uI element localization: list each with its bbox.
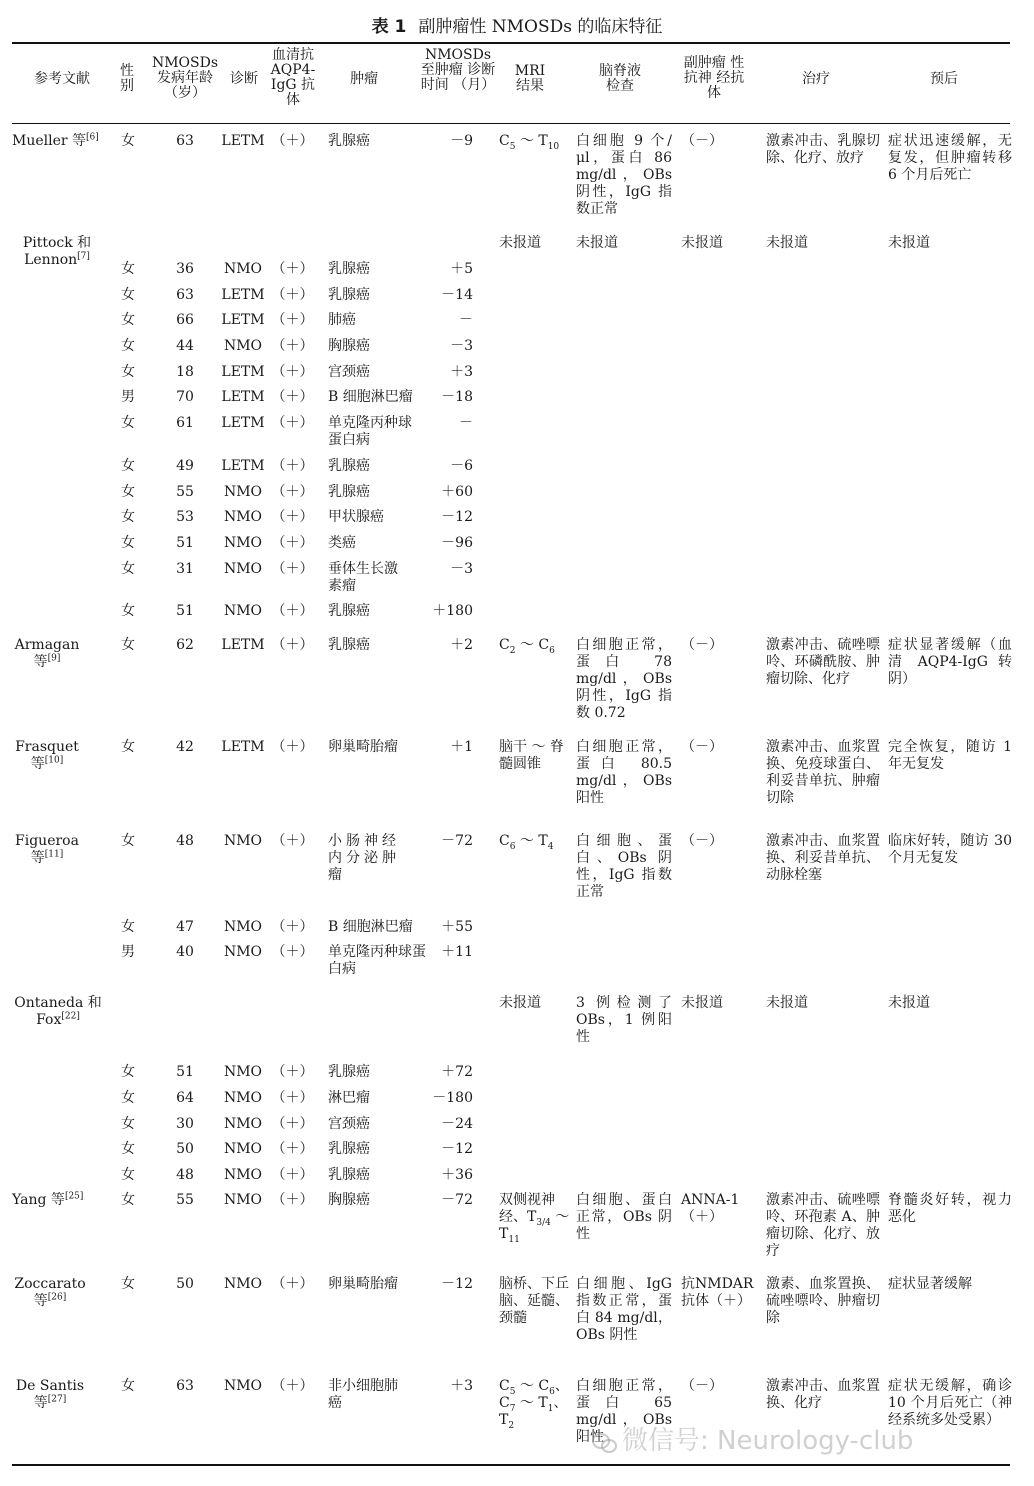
cell-time: －14 [441,287,473,303]
cell-diagnosis: NMO [223,561,263,577]
header-sex: 性别 [120,63,134,94]
cell-mri: 未报道 [499,235,541,251]
ref-zoccarato: Zoccarato 等[26] [14,1276,86,1309]
cell-time: ＋72 [441,1064,473,1080]
cell-treatment: 激素冲击、硫唑嘌呤、环磷酰胺、肿瘤切除、化疗 [766,637,880,687]
cell-antibody: （＋） [271,739,314,755]
cell-age: 48 [176,1167,194,1183]
cell-diagnosis: LETM [221,739,265,755]
cell-antibody: （＋） [271,338,314,354]
cell-csf: 白细胞、蛋白、OBs 阴性，IgG 指数正常 [576,833,672,900]
cell-age: 51 [176,603,194,619]
cell-mri: $C_2$ ～ $C_6$ [499,637,555,656]
cell-sex: 女 [121,415,135,431]
cell-time: ＋180 [432,603,473,619]
cell-paraneoplastic-antibody: 抗NMDAR 抗体（＋） [681,1276,754,1309]
cell-diagnosis: NMO [223,535,263,551]
cell-csf: 白细胞正常，蛋白 80.5 mg/dl，OBs 阳性 [576,739,672,806]
cell-antibody: （＋） [271,312,314,328]
wechat-icon [592,1431,618,1453]
cell-age: 61 [176,415,194,431]
header-mri: MRI 结果 [514,63,546,94]
cell-diagnosis: LETM [221,133,265,149]
cell-diagnosis: LETM [221,364,265,380]
cell-tumor: 单克隆丙种球蛋白病 [328,415,412,448]
cell-time: － [459,312,473,328]
cell-diagnosis: LETM [221,458,265,474]
cell-treatment: 激素冲击、血浆置换、免疫球蛋白、利妥昔单抗、肿瘤切除 [766,739,880,806]
cell-antibody: （＋） [271,1090,314,1106]
cell-antibody: （＋） [271,919,314,935]
cell-diagnosis: NMO [223,261,263,277]
cell-diagnosis: NMO [223,1141,263,1157]
cell-antibody: （＋） [271,1116,314,1132]
cell-tumor: 胸腺癌 [328,338,370,354]
cell-csf: 白细胞、蛋白正常，OBs 阴性 [576,1192,672,1242]
cell-antibody: （＋） [271,1064,314,1080]
cell-age: 63 [176,287,194,303]
cell-time: － [459,415,473,431]
cell-antibody: （＋） [271,1276,314,1292]
cell-csf: 白细胞 9 个/μl，蛋白 86 mg/dl，OBs 阴性，IgG 指数正常 [576,133,672,217]
cell-sex: 男 [121,944,135,960]
cell-age: 51 [176,535,194,551]
cell-sex: 女 [121,1090,135,1106]
cell-diagnosis: NMO [223,1167,263,1183]
cell-age: 55 [176,1192,194,1208]
cell-time: －9 [450,133,473,149]
cell-csf: 3 例检测了 OBs，1 例阳性 [576,995,672,1045]
cell-sex: 女 [121,1167,135,1183]
cell-time: －18 [441,389,473,405]
cell-tumor: 垂体生长激素瘤 [328,561,398,594]
cell-prognosis: 症状显著缓解（血清 AQP4-IgG 转阴） [888,637,1012,687]
ref-armagan: Armagan 等[9] [14,637,80,670]
cell-time: －72 [441,1192,473,1208]
cell-age: 53 [176,509,194,525]
cell-tumor: 乳腺癌 [328,261,370,277]
header-paraneoplastic: 副肿瘤 性抗神 经抗体 [683,55,745,101]
cell-sex: 男 [121,389,135,405]
cell-antibody: （＋） [271,535,314,551]
cell-age: 70 [176,389,194,405]
cell-age: 18 [176,364,194,380]
cell-time: －24 [441,1116,473,1132]
cell-antibody: （＋） [271,561,314,577]
cell-mri: $C_5$ ～ $C_6$、$C_7$ ～ $T_1$、$T_2$ [499,1378,569,1431]
cell-age: 31 [176,561,194,577]
cell-age: 42 [176,739,194,755]
cell-time: ＋36 [441,1167,473,1183]
cell-age: 44 [176,338,194,354]
cell-paraneoplastic-antibody: （－） [681,133,723,149]
cell-time: －12 [441,509,473,525]
cell-csf: 白细胞正常，蛋白 78 mg/dl，OBs 阴性，IgG 指数 0.72 [576,637,672,721]
header-time: NMOSDs 至肿瘤 诊断时间 （月） [420,47,496,93]
cell-antibody: （＋） [271,458,314,474]
cell-prognosis: 未报道 [888,995,930,1011]
cell-tumor: 乳腺癌 [328,637,370,653]
cell-sex: 女 [121,1276,135,1292]
cell-paraneoplastic-antibody: （－） [681,637,723,653]
cell-mri: 脑桥、下丘脑、延髓、颈髓 [499,1276,569,1326]
cell-age: 36 [176,261,194,277]
cell-tumor: 卵巢畸胎瘤 [328,739,398,755]
cell-treatment: 未报道 [766,235,808,251]
cell-time: －72 [441,833,473,849]
cell-paraneoplastic-antibody: ANNA-1（＋） [681,1192,740,1225]
cell-mri: $C_6$ ～ $T_4$ [499,833,554,852]
cell-age: 64 [176,1090,194,1106]
cell-treatment: 激素冲击、血浆置换、利妥昔单抗、动脉栓塞 [766,833,880,883]
cell-diagnosis: NMO [223,1064,263,1080]
cell-antibody: （＋） [271,389,314,405]
cell-tumor: 乳腺癌 [328,603,370,619]
cell-sex: 女 [121,261,135,277]
cell-diagnosis: NMO [223,1378,263,1394]
cell-sex: 女 [121,1141,135,1157]
ref-pittock: Pittock 和 Lennon[7] [22,235,92,268]
cell-antibody: （＋） [271,603,314,619]
cell-sex: 女 [121,484,135,500]
header-prognosis: 预后 [930,71,958,87]
ref-desantis: De Santis 等[27] [15,1378,85,1411]
ref-mueller: Mueller 等[6] [12,132,99,149]
cell-diagnosis: NMO [223,1276,263,1292]
cell-diagnosis: NMO [223,484,263,500]
header-rule [12,123,1010,124]
table-title [0,12,1034,37]
cell-time: －6 [450,458,473,474]
top-rule [12,42,1010,44]
cell-diagnosis: NMO [223,338,263,354]
cell-prognosis: 未报道 [888,235,930,251]
cell-treatment: 激素冲击、乳腺切除、化疗、放疗 [766,133,880,166]
cell-time: ＋60 [441,484,473,500]
cell-age: 62 [176,637,194,653]
cell-diagnosis: LETM [221,637,265,653]
cell-age: 49 [176,458,194,474]
table-label: 表 1 [371,17,407,37]
cell-diagnosis: LETM [221,415,265,431]
cell-tumor: 卵巢畸胎瘤 [328,1276,398,1292]
cell-age: 51 [176,1064,194,1080]
cell-mri: 未报道 [499,995,541,1011]
cell-diagnosis: LETM [221,389,265,405]
cell-tumor: B 细胞淋巴瘤 [328,389,413,405]
table-caption: 副肿瘤性 NMOSDs 的临床特征 [418,17,663,37]
cell-age: 30 [176,1116,194,1132]
cell-sex: 女 [121,637,135,653]
cell-sex: 女 [121,1064,135,1080]
cell-tumor: 单克隆丙种球蛋白病 [328,944,426,977]
cell-sex: 女 [121,287,135,303]
bottom-rule [12,1464,1010,1466]
cell-sex: 女 [121,509,135,525]
cell-time: ＋2 [450,637,473,653]
cell-time: ＋3 [450,1378,473,1394]
cell-diagnosis: NMO [223,1192,263,1208]
cell-sex: 女 [121,739,135,755]
ref-frasquet: Frasquet 等[10] [15,739,79,772]
cell-tumor: 淋巴瘤 [328,1090,370,1106]
cell-prognosis: 症状迅速缓解，无复发，但肿瘤转移 6 个月后死亡 [888,133,1012,183]
cell-time: －180 [432,1090,473,1106]
cell-age: 50 [176,1141,194,1157]
cell-prognosis: 症状无缓解，确诊 10 个月后死亡（神经系统多处受累） [888,1378,1012,1428]
cell-csf: 未报道 [576,235,618,251]
cell-tumor: 类癌 [328,535,356,551]
header-ref: 参考文献 [34,71,90,87]
cell-treatment: 激素、血浆置换、硫唑嘌呤、肿瘤切除 [766,1276,880,1326]
header-csf: 脑脊液 检查 [599,63,641,94]
cell-age: 55 [176,484,194,500]
cell-age: 47 [176,919,194,935]
cell-age: 63 [176,1378,194,1394]
cell-tumor: 宫颈癌 [328,1116,370,1132]
cell-antibody: （＋） [271,637,314,653]
cell-antibody: （＋） [271,1141,314,1157]
cell-diagnosis: NMO [223,1090,263,1106]
cell-time: ＋3 [450,364,473,380]
cell-tumor: 乳腺癌 [328,133,370,149]
cell-time: －12 [441,1276,473,1292]
cell-prognosis: 完全恢复，随访 1 年无复发 [888,739,1012,772]
cell-csf: 白细胞、IgG 指数正常，蛋白 84 mg/dl，OBs 阴性 [576,1276,672,1343]
ref-ontaneda: Ontaneda 和 Fox[22] [14,995,102,1028]
cell-sex: 女 [121,833,135,849]
cell-time: ＋5 [450,261,473,277]
cell-sex: 女 [121,1116,135,1132]
cell-time: －3 [450,561,473,577]
cell-prognosis: 临床好转，随访 30 个月无复发 [888,833,1012,866]
cell-time: －3 [450,338,473,354]
cell-age: 66 [176,312,194,328]
cell-sex: 女 [121,919,135,935]
cell-sex: 女 [121,1378,135,1394]
cell-age: 50 [176,1276,194,1292]
cell-antibody: （＋） [271,484,314,500]
watermark-text: 微信号: Neurology-club [622,1426,914,1456]
cell-prognosis: 脊髓炎好转，视力恶化 [888,1192,1012,1225]
cell-tumor: 乳腺癌 [328,458,370,474]
cell-tumor: 乳腺癌 [328,287,370,303]
cell-sex: 女 [121,312,135,328]
cell-diagnosis: LETM [221,312,265,328]
cell-paraneoplastic-antibody: （－） [681,1378,723,1394]
header-age: NMOSDs 发病年龄 （岁） [151,55,219,101]
cell-mri: 脑干 ～ 脊髓圆锥 [499,739,564,772]
cell-sex: 女 [121,458,135,474]
cell-sex: 女 [121,1192,135,1208]
ref-figueroa: Figueroa 等[11] [15,833,79,866]
cell-sex: 女 [121,133,135,149]
cell-antibody: （＋） [271,261,314,277]
ref-yang: Yang 等[25] [12,1191,84,1208]
cell-sex: 女 [121,561,135,577]
header-tumor: 肿瘤 [350,71,378,87]
cell-tumor: 肺癌 [328,312,356,328]
cell-antibody: （＋） [271,1167,314,1183]
cell-tumor: 宫颈癌 [328,364,370,380]
header-treatment: 治疗 [802,71,830,87]
cell-sex: 女 [121,364,135,380]
cell-tumor: 甲状腺癌 [328,509,384,525]
cell-tumor: 乳腺癌 [328,484,370,500]
cell-paraneoplastic-antibody: 未报道 [681,235,723,251]
cell-tumor: 乳腺癌 [328,1064,370,1080]
cell-antibody: （＋） [271,415,314,431]
cell-antibody: （＋） [271,133,314,149]
cell-age: 63 [176,133,194,149]
cell-diagnosis: NMO [223,603,263,619]
cell-antibody: （＋） [271,1192,314,1208]
cell-treatment: 激素冲击、硫唑嘌呤、环孢素 A、肿瘤切除、化疗、放疗 [766,1192,880,1259]
cell-time: ＋11 [441,944,473,960]
cell-sex: 女 [121,338,135,354]
cell-diagnosis: NMO [223,944,263,960]
cell-sex: 女 [121,603,135,619]
cell-time: ＋55 [441,919,473,935]
cell-treatment: 未报道 [766,995,808,1011]
cell-mri: 双侧视神经、$T_{3/4}$ ～ $T_{11}$ [499,1192,570,1245]
cell-paraneoplastic-antibody: （－） [681,739,723,755]
cell-antibody: （＋） [271,944,314,960]
cell-diagnosis: NMO [223,1116,263,1132]
cell-csf: 白细胞正常，蛋白 65 mg/dl，OBs 阳性 [576,1378,672,1445]
cell-tumor: 胸腺癌 [328,1192,370,1208]
cell-age: 48 [176,833,194,849]
cell-tumor: B 细胞淋巴瘤 [328,919,413,935]
cell-antibody: （＋） [271,287,314,303]
cell-tumor: 乳腺癌 [328,1141,370,1157]
header-dx: 诊断 [230,71,258,87]
cell-antibody: （＋） [271,509,314,525]
cell-tumor: 小肠神经内分泌肿瘤 [328,833,400,883]
cell-treatment: 激素冲击、血浆置换、化疗 [766,1378,880,1411]
cell-prognosis: 症状显著缓解 [888,1276,972,1292]
cell-time: －12 [441,1141,473,1157]
cell-diagnosis: NMO [223,509,263,525]
header-ab: 血清抗 AQP4- IgG 抗体 [270,47,316,108]
cell-antibody: （＋） [271,1378,314,1394]
cell-time: ＋1 [450,739,473,755]
cell-antibody: （＋） [271,833,314,849]
cell-time: －96 [441,535,473,551]
cell-diagnosis: NMO [223,919,263,935]
cell-sex: 女 [121,535,135,551]
cell-paraneoplastic-antibody: （－） [681,833,723,849]
cell-paraneoplastic-antibody: 未报道 [681,995,723,1011]
cell-diagnosis: NMO [223,833,263,849]
cell-antibody: （＋） [271,364,314,380]
cell-diagnosis: LETM [221,287,265,303]
cell-mri: $C_5$ ～ $T_{10}$ [499,133,560,152]
cell-tumor: 非小细胞肺癌 [328,1378,398,1411]
cell-tumor: 乳腺癌 [328,1167,370,1183]
cell-age: 40 [176,944,194,960]
watermark [592,1420,1012,1456]
